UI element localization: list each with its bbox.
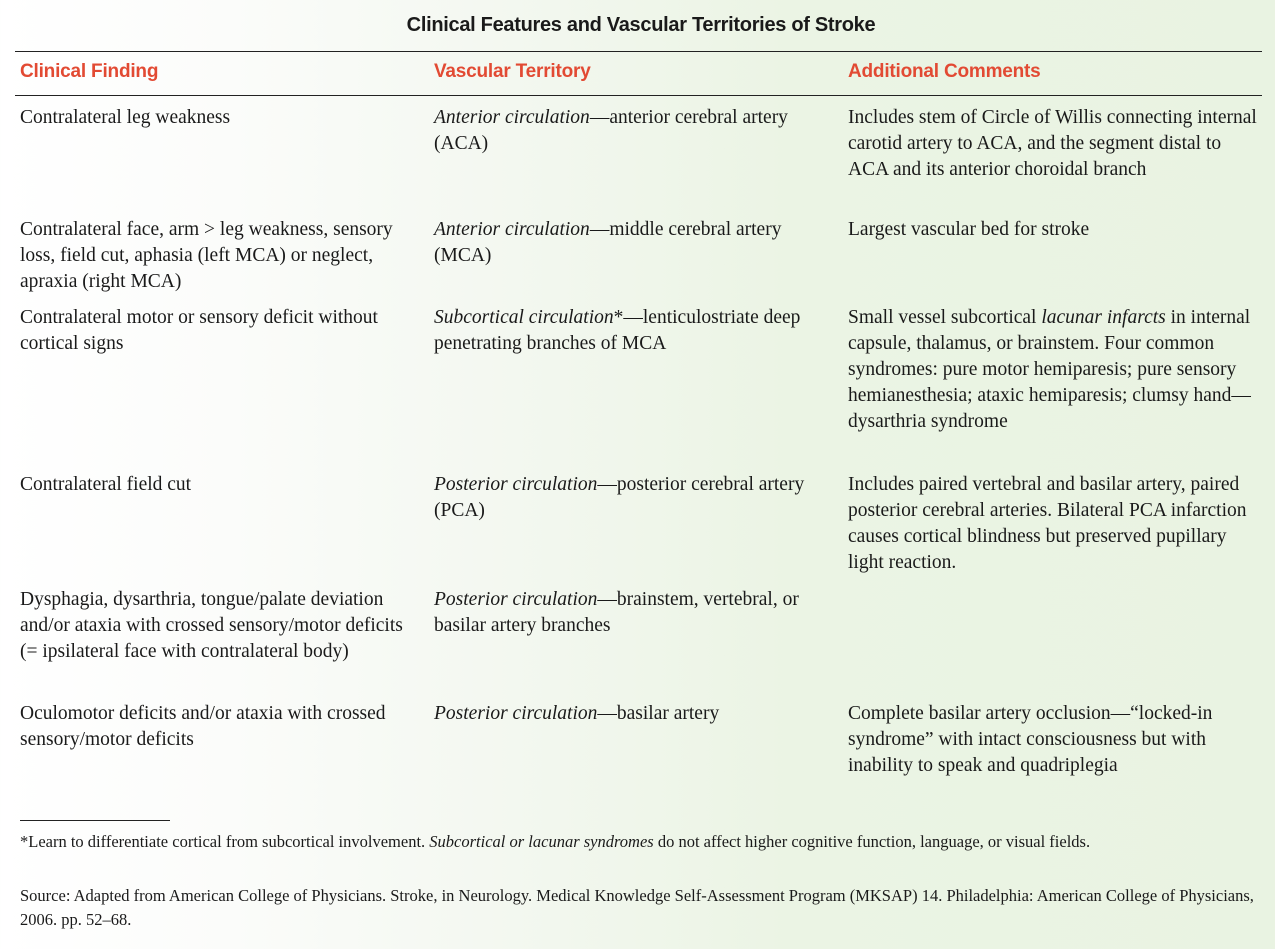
comments-cell	[848, 105, 1263, 183]
comments-italic: lacunar infarcts	[1041, 307, 1166, 328]
comments-text: Small vessel subcortical	[848, 307, 1042, 328]
territory-circulation: Posterior circulation	[434, 703, 598, 724]
footnote	[20, 830, 1255, 854]
column-header-additional-comments: Additional Comments	[848, 61, 1041, 82]
territory-artery: —posterior cerebral artery (PCA)	[434, 474, 805, 521]
clinical-finding-cell: Contralateral motor or sensory deficit without cortical signs	[20, 307, 378, 354]
comments-cell	[848, 217, 1263, 243]
clinical-finding-cell: Contralateral face, arm > leg weakness, sensory loss, field cut, aphasia (left MCA) or neglect, apraxia (right MCA)	[20, 219, 393, 292]
vascular-territory-cell	[434, 105, 834, 157]
clinical-finding-cell: Contralateral leg weakness	[20, 107, 231, 128]
comments-cell	[848, 472, 1263, 576]
comments-text: Includes stem of Circle of Willis connecting internal carotid artery to ACA, and the segment distal to ACA and its anterior choroidal branch	[848, 107, 1257, 180]
footnote-marker: *	[20, 832, 29, 851]
territory-circulation: Anterior circulation	[434, 107, 590, 128]
territory-marker: *	[613, 307, 624, 328]
territory-artery: —anterior cerebral artery (ACA)	[434, 107, 788, 154]
clinical-finding-cell: Contralateral field cut	[20, 474, 192, 495]
table-title: Clinical Features and Vascular Territories of Stroke	[406, 14, 876, 36]
vascular-territory-cell	[434, 701, 834, 727]
footnote-italic: Subcortical or lacunar syndromes	[429, 832, 654, 851]
vascular-territory-cell	[434, 305, 834, 357]
comments-text: Complete basilar artery occlusion—“locked-in syndrome” with intact consciousness but with inability to speak and quadriplegia	[848, 703, 1213, 776]
source-citation: Source: Adapted from American College of Physicians. Stroke, in Neurology. Medical Knowledge Self-Assessment Program (MKSAP) 14. Philadelphia: American College of Physicians, 2006. pp. 52–68.	[20, 886, 1254, 929]
header-rule	[15, 95, 1262, 96]
column-header-clinical-finding: Clinical Finding	[20, 61, 159, 82]
territory-circulation: Posterior circulation	[434, 589, 598, 610]
territory-circulation: Subcortical circulation	[434, 307, 614, 328]
vascular-territory-cell	[434, 587, 834, 639]
territory-circulation: Posterior circulation	[434, 474, 598, 495]
comments-cell	[848, 701, 1263, 779]
territory-artery: —basilar artery	[597, 703, 720, 724]
clinical-finding-cell: Oculomotor deficits and/or ataxia with crossed sensory/motor deficits	[20, 703, 386, 750]
territory-circulation: Anterior circulation	[434, 219, 590, 240]
vascular-territory-cell	[434, 472, 834, 524]
territory-artery: —middle cerebral artery (MCA)	[434, 219, 782, 266]
territory-artery: —lenticulostriate deep penetrating branches of MCA	[434, 307, 801, 354]
column-header-vascular-territory: Vascular Territory	[434, 61, 591, 82]
footnote-text: Learn to differentiate cortical from subcortical involvement.	[28, 832, 430, 851]
top-rule	[15, 51, 1262, 52]
clinical-finding-cell: Dysphagia, dysarthria, tongue/palate deviation and/or ataxia with crossed sensory/motor deficits (= ipsilateral face with contralateral body)	[20, 589, 403, 662]
comments-text-after: in internal capsule, thalamus, or brainstem. Four common syndromes: pure motor hemiparesis; pure sensory hemianesthesia; ataxic hemiparesis; clumsy hand—dysarthria syndrome	[848, 307, 1251, 432]
comments-text: Includes paired vertebral and basilar artery, paired posterior cerebral arteries. Bilateral PCA infarction causes cortical blindness but preserved pupillary light reaction.	[848, 474, 1247, 573]
footnote-text-after: do not affect higher cognitive function, language, or visual fields.	[653, 832, 1091, 851]
comments-cell	[848, 305, 1263, 435]
vascular-territory-cell	[434, 217, 834, 269]
footnote-rule	[20, 820, 170, 821]
territory-artery: —brainstem, vertebral, or basilar artery branches	[434, 589, 799, 636]
comments-text: Largest vascular bed for stroke	[848, 219, 1090, 240]
